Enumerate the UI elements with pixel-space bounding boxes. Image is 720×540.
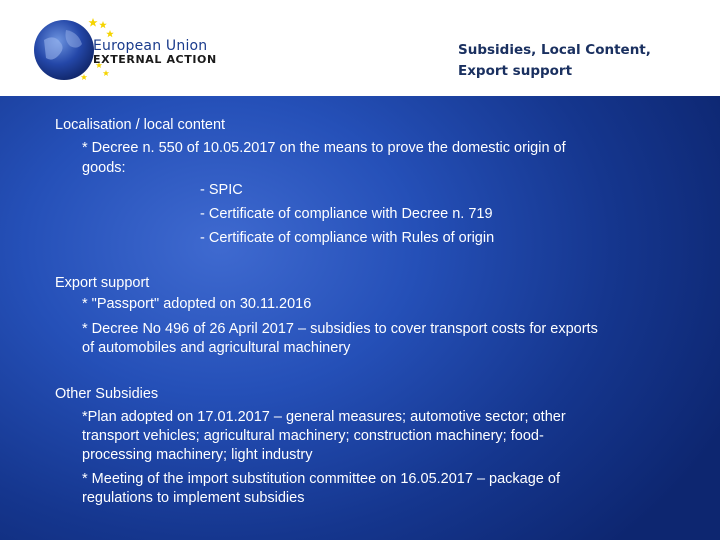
section-heading-export-support: Export support [55,275,150,291]
bullet-line: processing machinery; light industry [82,447,313,463]
sub-item: - Certificate of compliance with Decree n. 719 [200,206,493,222]
slide-title-line-1: Subsidies, Local Content, [458,42,651,58]
bullet-line: * Decree No 496 of 26 April 2017 – subsidies to cover transport costs for exports [82,321,598,337]
section-heading-localisation: Localisation / local content [55,117,226,133]
section-heading-other-subsidies: Other Subsidies [55,386,159,402]
bullet-line: transport vehicles; agricultural machinery; construction machinery; food- [82,428,544,444]
slide-body [0,96,720,540]
bullet-line: goods: [82,160,126,176]
slide-title-line-2: Export support [458,63,573,79]
logo-text-european-union: European Union [93,38,208,54]
bullet-line: * Decree n. 550 of 10.05.2017 on the means to prove the domestic origin of [82,140,566,156]
slide-header [0,0,720,96]
sub-item: - SPIC [200,182,243,198]
sub-item: - Certificate of compliance with Rules of origin [200,230,495,246]
slide-title [458,40,708,82]
logo-text-external-action: EXTERNAL ACTION [93,53,217,66]
bullet-line: regulations to implement subsidies [82,490,305,506]
bullet-line: *Plan adopted on 17.01.2017 – general measures; automotive sector; other [82,409,566,425]
bullet-line: of automobiles and agricultural machinery [82,340,351,356]
bullet-line: * "Passport" adopted on 30.11.2016 [82,296,312,312]
slide-content [0,96,720,540]
bullet-line: * Meeting of the import substitution committee on 16.05.2017 – package of [82,471,560,487]
